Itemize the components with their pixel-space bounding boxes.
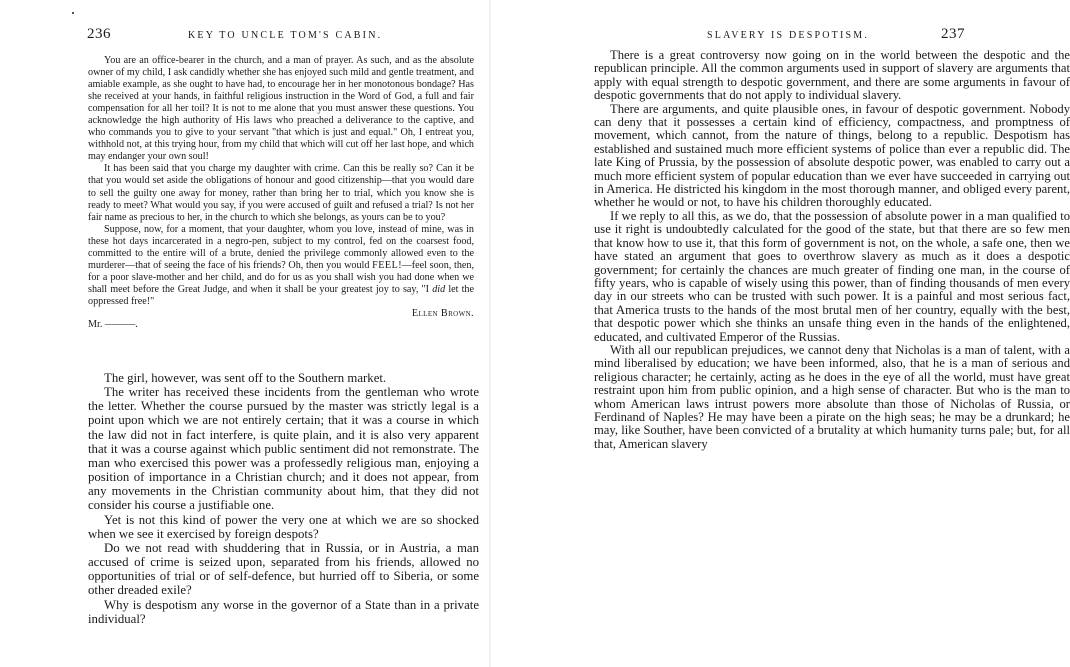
body-paragraph: Why is despotism any worse in the governor of a State than in a private individual? (88, 597, 479, 626)
running-head-right: SLAVERY IS DESPOTISM. (707, 30, 870, 41)
quoted-letter (88, 55, 474, 331)
right-page (490, 0, 1070, 667)
body-paragraph: With all our republican prejudices, we cannot deny that Nicholas is a man of talent, with a mind liberalised by education; we have been informed, also, that he is a man of serious and religious character; he certainly, acting as he does in the eye of all the world, must have great restraint upon him from public opinion, and a high sense of character. But who is the man to whom American laws intrust powers more absolute than those of Nicholas of Russia, or Ferdinand of Naples? He may have been a pirate on the high seas; he may be a drunkard; he may, like Souther, have been convicted of a brutality at which humanity turns pale; but, for all that, American slavery (594, 342, 1070, 451)
body-paragraph: Yet is not this kind of power the very one at which we are so shocked when we see it exercised by foreign despots? (88, 512, 479, 541)
body-paragraph: There are arguments, and quite plausible ones, in favour of despotic government. Nobody can deny that it possesses a certain kind of efficiency, compactness, and promptness of movement, which cannot, from the nature of things, belong to a republic. Despotism has established and sustained much more efficient systems of police than ever a republic did. The late King of Prussia, by the possession of absolute despotic power, was enabled to carry out a much more efficient system of popular education than we ever have succeeded in carrying out in America. He districted his kingdom in the most thorough manner, and obliged every parent, whether he would or not, to have his children thoroughly educated. (594, 101, 1070, 210)
letter-paragraph: Suppose, now, for a moment, that your daughter, whom you love, instead of mine, was in these hot days incarcerated in a negro-pen, subject to my control, fed on the coarsest food, committed to the entire will of a brute, denied the privilege commonly allowed even to the murderer—that of seeing the face of his friends? Oh, then you would FEEL!—feel soon, then, for a poor slave-mother and her child, and do for us as you shall wish you had done when we shall meet before the Great Judge, and when it shall be your greatest joy to say, "I did let the oppressed free!" (88, 223, 474, 307)
left-page (0, 0, 490, 667)
body-paragraph: The girl, however, was sent off to the Southern market. (104, 371, 387, 385)
page-number-right: 237 (941, 26, 965, 42)
page-number-left: 236 (87, 26, 111, 42)
running-head-left: KEY TO UNCLE TOM'S CABIN. (188, 30, 383, 41)
body-paragraph: Do we not read with shuddering that in Russia, or in Austria, a man accused of crime is seized upon, separated from his friends, allowed no opportunities of trial or of self-defence, but hurried off to Siberia, or some other dreaded exile? (88, 540, 479, 598)
letter-signature: Ellen Brown. (411, 307, 474, 319)
body-paragraph: If we reply to all this, as we do, that the possession of absolute power in a man qualified to use it right is undoubtedly calculated for the good of the state, but that there are so few men that know how to use it, that this form of government is not, on the whole, a safe one, then we have stated an argument that goes to overthrow slavery as much as it does a despotic government; for certainly the chances are much greater of finding one man, in the course of fifty years, who is capable of wisely using this power, than of finding thousands of men every day in our streets who can be trusted with such power. It is a painful and most serious fact, that America trusts to the hands of the most brutal men of her country, equally with the best, that despotic power which she thinks an unsafe thing even in the hands of the enlightened, educated, and cultivated Emperor of the Russias. (594, 208, 1070, 344)
body-paragraph: The writer has received these incidents from the gentleman who wrote the letter. Whether the course pursued by the master was strictly legal is a point upon which we are not entirely certain; that it was a course in which the law did not in fact interfere, is quite plain, and it is also very apparent that it was a course against which public sentiment did not remonstrate. The man who exercised this power was a professedly religious man, enjoying a position of importance in a Christian church; and it does not appear, from any movements in the Christian community about him, that they did not consider his course a justifiable one. (88, 385, 479, 513)
left-body (88, 371, 479, 626)
right-body (594, 49, 1070, 451)
letter-paragraph: It has been said that you charge my daughter with crime. Can this be really so? Can it be that you would set aside the obligations of honour and good citizenship—that you would dare to sell the guilty one away for money, rather than bring her to trial, which you know she is ready to meet? What would you say, if you were accused of guilt and refused a trial? Is not her fair name as precious to her, in the church to which she belongs, as yours can be to you? (88, 163, 474, 223)
letter-addressee: Mr. ———. (88, 319, 138, 331)
letter-paragraph: You are an office-bearer in the church, and a man of prayer. As such, and as the absolute owner of my child, I ask candidly whether she has enjoyed such mild and gentle treatment, and amiable example, as she ought to have had, to encourage her in her monotonous bondage? Has she received at your hands, in faithful religious instruction in the Word of God, a full and fair compensation for all her toil? It is not to me alone that you must answer these questions. You acknowledge the high authority of His laws who preached a deliverance to the captive, and who commands you to give to your servant "that which is just and equal." Oh, I entreat you, withhold not, at this trying hour, from my child that which will cut off her last hope, and which may endanger your own soul! (88, 55, 474, 163)
body-paragraph: There is a great controversy now going on in the world between the despotic and the republican principle. All the common arguments used in support of slavery are arguments that apply with equal strength to despotic government, and there are some arguments in favour of despotic governments that do not apply to individual slavery. (594, 48, 1070, 103)
